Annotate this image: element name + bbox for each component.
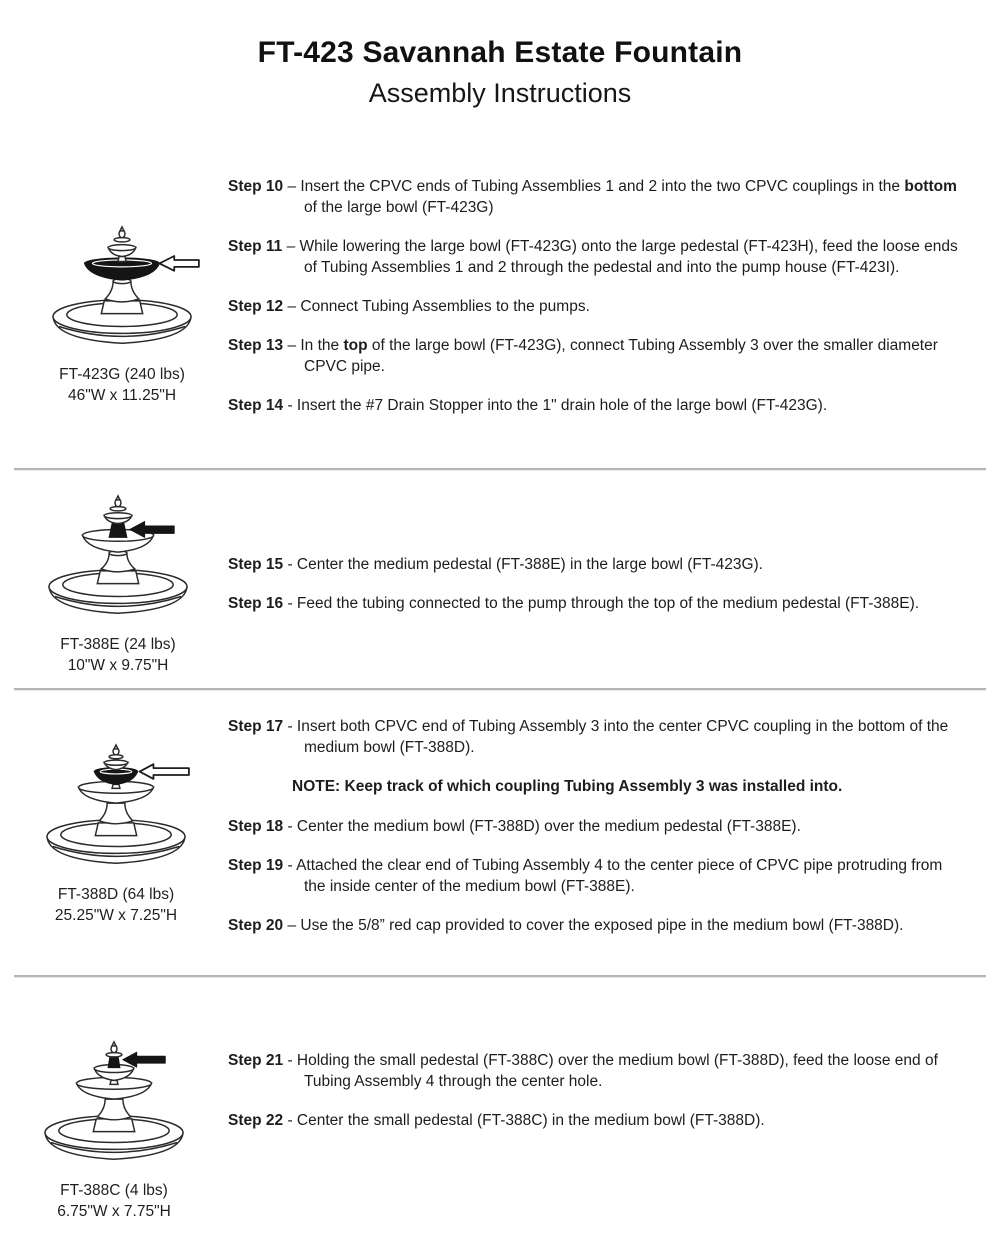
figure-caption <box>34 364 210 406</box>
small-bowl-and-finial <box>104 496 132 524</box>
figure-ft-388c <box>26 1038 202 1222</box>
fountain-illustration-large-bowl <box>36 222 208 360</box>
fountain-illustration-small-pedestal <box>28 1038 200 1176</box>
emphasized-word: bottom <box>904 178 957 195</box>
highlighted-medium-pedestal <box>109 524 127 538</box>
step-label: Step 22 <box>228 1112 284 1129</box>
figure-caption-line1: FT-388D (64 lbs) <box>57 886 175 903</box>
figure-caption <box>30 634 206 676</box>
large-pedestal <box>95 803 136 836</box>
steps-section-1 <box>228 176 968 434</box>
large-pedestal <box>101 279 142 314</box>
figure-caption <box>28 884 204 926</box>
step-item: Step 21 - Holding the small pedestal (FT-388C) over the medium bowl (FT-388D), feed the loose end of Tubing Assembly 4 through the center hole. <box>228 1052 938 1090</box>
step-item: Step 22 - Center the small pedestal (FT-388C) in the medium bowl (FT-388D). <box>228 1112 765 1129</box>
steps-section-4 <box>228 1050 968 1149</box>
step-label: Step 16 <box>228 595 284 612</box>
step-item: Step 20 – Use the 5/8” red cap provided to cover the exposed pipe in the medium bowl (FT-388D). <box>228 917 904 934</box>
small-bowl-and-finial <box>108 227 136 261</box>
emphasized-word: top <box>343 337 368 354</box>
pointer-arrow-icon <box>140 764 189 779</box>
step-label: Step 10 <box>228 178 284 195</box>
step-item: Step 17 - Insert both CPVC end of Tubing Assembly 3 into the center CPVC coupling in the bottom of the medium bowl (FT-388D). <box>228 718 949 756</box>
step-item: Step 16 - Feed the tubing connected to the pump through the top of the medium pedestal (FT-388E). <box>228 595 920 612</box>
page-title: FT-423 Savannah Estate Fountain <box>257 36 743 69</box>
document-header <box>0 36 1000 109</box>
large-pedestal <box>97 551 138 584</box>
pointer-arrow-icon <box>123 1052 165 1067</box>
page-subtitle: Assembly Instructions <box>368 78 632 108</box>
step-label: Step 11 <box>228 238 283 255</box>
small-bowl-and-finial <box>104 745 128 770</box>
step-item: Step 13 – In the top of the large bowl (FT-423G), connect Tubing Assembly 3 over the smaller diameter CPVC pipe. <box>228 337 938 375</box>
steps-section-2 <box>228 554 968 632</box>
finial <box>106 1042 122 1057</box>
figure-caption-line2: 46"W x 11.25"H <box>67 387 177 404</box>
figure-caption-line1: FT-388C (4 lbs) <box>60 1182 168 1199</box>
step-item: Step 14 - Insert the #7 Drain Stopper into the 1" drain hole of the large bowl (FT-423G). <box>228 397 828 414</box>
step-item: Step 18 - Center the medium bowl (FT-388D) over the medium pedestal (FT-388E). <box>228 818 801 835</box>
pointer-arrow-icon <box>159 256 198 271</box>
fountain-illustration-medium-pedestal <box>32 492 204 630</box>
step-label: Step 20 <box>228 917 284 934</box>
step-label: Step 13 <box>228 337 284 354</box>
note-text: NOTE: Keep track of which coupling Tubing Assembly 3 was installed into. <box>292 778 843 795</box>
step-label: Step 15 <box>228 556 284 573</box>
large-pedestal <box>93 1099 134 1132</box>
figure-ft-423g <box>34 222 210 406</box>
step-label: Step 12 <box>228 298 284 315</box>
fountain-illustration-medium-bowl <box>30 742 202 880</box>
step-item: Step 19 - Attached the clear end of Tubing Assembly 4 to the center piece of CPVC pipe protruding from the inside center of the medium bowl (FT-388E). <box>228 857 943 895</box>
figure-caption-line1: FT-423G (240 lbs) <box>59 366 185 383</box>
figure-caption <box>26 1180 202 1222</box>
section-divider <box>14 688 986 690</box>
step-item: Step 12 – Connect Tubing Assemblies to the pumps. <box>228 298 590 315</box>
figure-ft-388d <box>28 742 204 926</box>
step-label: Step 14 <box>228 397 284 414</box>
section-divider <box>14 468 986 470</box>
steps-section-3 <box>228 716 968 954</box>
step-item: Step 15 - Center the medium pedestal (FT-388E) in the large bowl (FT-423G). <box>228 556 763 573</box>
figure-caption-line2: 6.75"W x 7.75"H <box>57 1203 171 1220</box>
step-item: Step 10 – Insert the CPVC ends of Tubing Assemblies 1 and 2 into the two CPVC couplings in the bottom of the large bowl (FT-423G) <box>228 178 957 216</box>
step-item: Step 11 – While lowering the large bowl (FT-423G) onto the large pedestal (FT-423H), feed the loose ends of Tubing Assemblies 1 and 2 through the pedestal and into the pump house (FT-423I). <box>228 238 958 276</box>
step-label: Step 21 <box>228 1052 284 1069</box>
figure-caption-line2: 10"W x 9.75"H <box>67 657 169 674</box>
step-label: Step 18 <box>228 818 284 835</box>
figure-ft-388e <box>30 492 206 676</box>
step-label: Step 17 <box>228 718 284 735</box>
step-label: Step 19 <box>228 857 284 874</box>
figure-caption-line2: 25.25"W x 7.25"H <box>54 907 178 924</box>
figure-caption-line1: FT-388E (24 lbs) <box>60 636 176 653</box>
section-divider <box>14 975 986 977</box>
